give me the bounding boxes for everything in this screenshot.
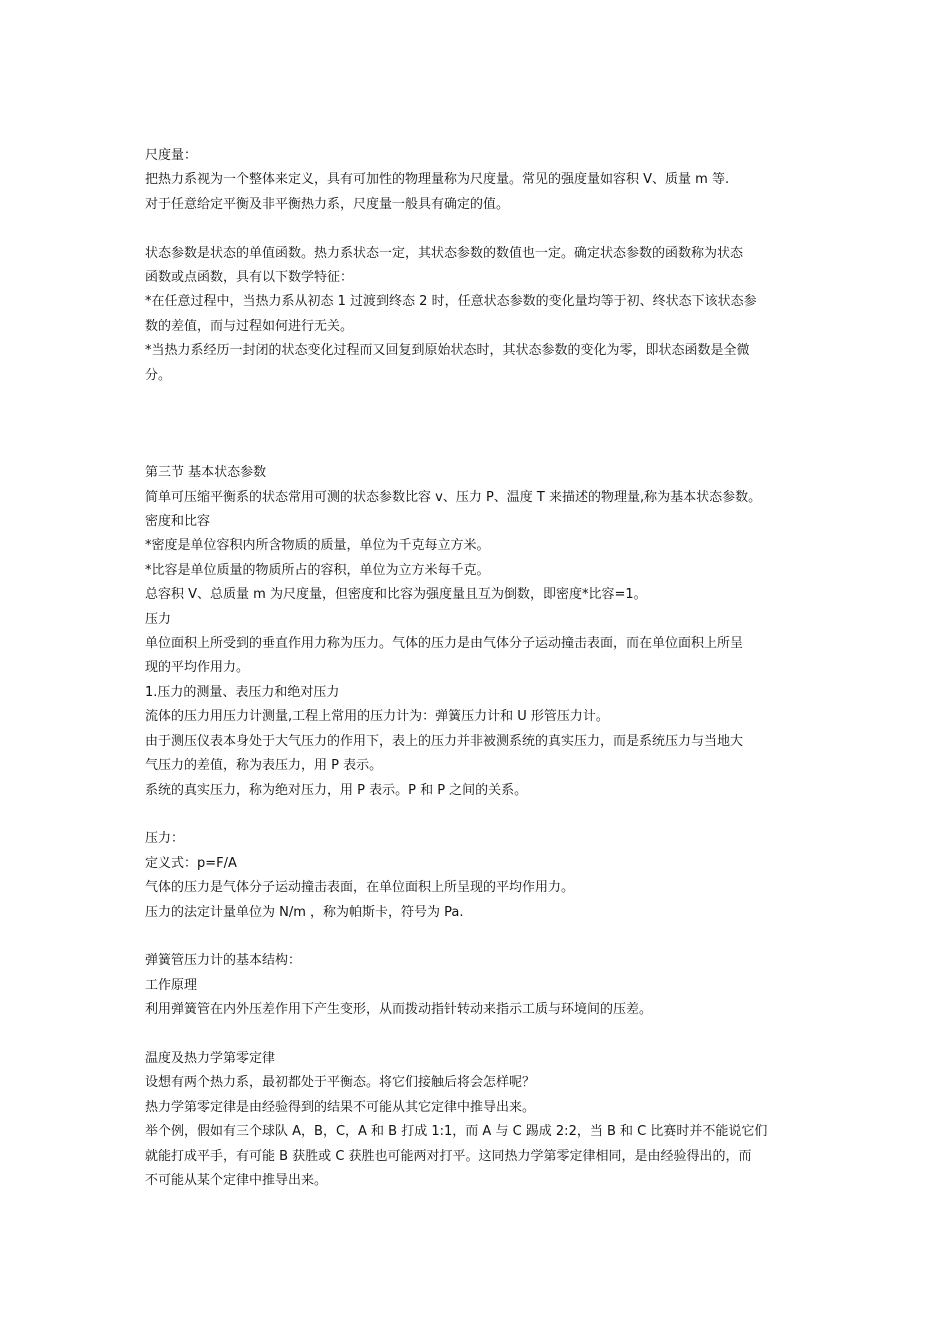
text-line: 压力的法定计量单位为 N/m ，称为帕斯卡，符号为 Pa.: [145, 904, 464, 920]
blank-space: [145, 388, 810, 437]
bullet-line: *比容是单位质量的物质所占的容积，单位为立方米每千克。: [145, 562, 490, 578]
blank-line: [145, 1023, 810, 1047]
text-line: 热力学第零定律是由经验得到的结果不可能从其它定律中推导出来。: [145, 1099, 536, 1115]
bullet-line: *密度是单位容积内所含物质的质量，单位为千克每立方米。: [145, 538, 490, 554]
text-line: 设想有两个热力系，最初都处于平衡态。将它们接触后将会怎样呢？: [145, 1075, 536, 1091]
text-line: 气体的压力是气体分子运动撞击表面，在单位面积上所呈现的平均作用力。: [145, 880, 575, 896]
subheading-zeroth-law: 温度及热力学第零定律: [145, 1050, 276, 1066]
text-line: 单位面积上所受到的垂直作用力称为压力。气体的压力是由气体分子运动撞击表面，而在单位面积上所呈: [145, 636, 744, 652]
subheading-density: 密度和比容: [145, 514, 211, 530]
text-line: 现的平均作用力。: [145, 660, 250, 676]
document-page: [145, 144, 810, 1193]
text-line: 利用弹簧管在内外压差作用下产生变形，从而拨动指针转动来指示工质与环境间的压差。: [145, 1002, 653, 1018]
text-line: 分。: [145, 367, 172, 383]
subheading-pressure: 压力: [145, 611, 172, 627]
heading-extensive-quantity: 尺度量：: [145, 148, 198, 163]
text-line: 数的差值，而与过程如何进行无关。: [145, 318, 354, 334]
text-line: 举个例，假如有三个球队 A，B，C，A 和 B 打成 1:1，而 A 与 C 踢成 2:2，当 B 和 C 比赛时并不能说它们: [145, 1124, 768, 1140]
text-line: 对于任意给定平衡及非平衡热力系，尺度量一般具有确定的值。: [145, 196, 510, 212]
blank-line: [145, 217, 810, 241]
section-heading: 第三节 基本状态参数: [145, 465, 267, 481]
bullet-line: *当热力系经历一封闭的状态变化过程而又回复到原始状态时，其状态参数的变化为零，即状态函数是全微: [145, 343, 750, 359]
text-line: 气压力的差值，称为表压力，用 P 表示。: [145, 758, 383, 774]
text-line: 由于测压仪表本身处于大气压力的作用下，表上的压力并非被测系统的真实压力，而是系统压力与当地大: [145, 733, 744, 749]
subheading-bourdon-gauge: 弹簧管压力计的基本结构：: [145, 953, 302, 969]
text-line: 流体的压力用压力计测量,工程上常用的压力计为：弹簧压力计和 U 形管压力计。: [145, 709, 609, 725]
bullet-line: *在任意过程中，当热力系从初态 1 过渡到终态 2 时，任意状态参数的变化量均等于初、终状态下该状态参: [145, 294, 757, 310]
text-line: 状态参数是状态的单值函数。热力系状态一定，其状态参数的数值也一定。确定状态参数的函数称为状态: [145, 245, 744, 261]
blank-line: [145, 437, 810, 461]
blank-line: [145, 925, 810, 949]
text-line: 就能打成平手，有可能 B 获胜或 C 获胜也可能两对打平。这同热力学第零定律相同，是由经验得出的，而: [145, 1148, 752, 1164]
text-line: 简单可压缩平衡系的状态常用可测的状态参数比容 v、压力 P、温度 T 来描述的物理量,称为基本状态参数。: [145, 489, 762, 505]
text-line: 把热力系视为一个整体来定义，具有可加性的物理量称为尺度量。常见的强度量如容积 V、质量 m 等.: [145, 172, 730, 188]
text-line: 总容积 V、总质量 m 为尺度量，但密度和比容为强度量且互为倒数，即密度*比容=1。: [145, 587, 647, 603]
text-line: 函数或点函数，具有以下数学特征：: [145, 270, 354, 286]
subheading-pressure-definition: 压力：: [145, 831, 185, 847]
blank-line: [145, 803, 810, 827]
text-line: 不可能从某个定律中推导出来。: [145, 1172, 328, 1188]
text-line: 系统的真实压力，称为绝对压力，用 P 表示。P 和 P 之间的关系。: [145, 782, 528, 798]
subheading-pressure-measurement: 1.压力的测量、表压力和绝对压力: [145, 684, 340, 700]
formula-line: 定义式：p=F/A: [145, 855, 237, 871]
subheading-working-principle: 工作原理: [145, 977, 198, 993]
